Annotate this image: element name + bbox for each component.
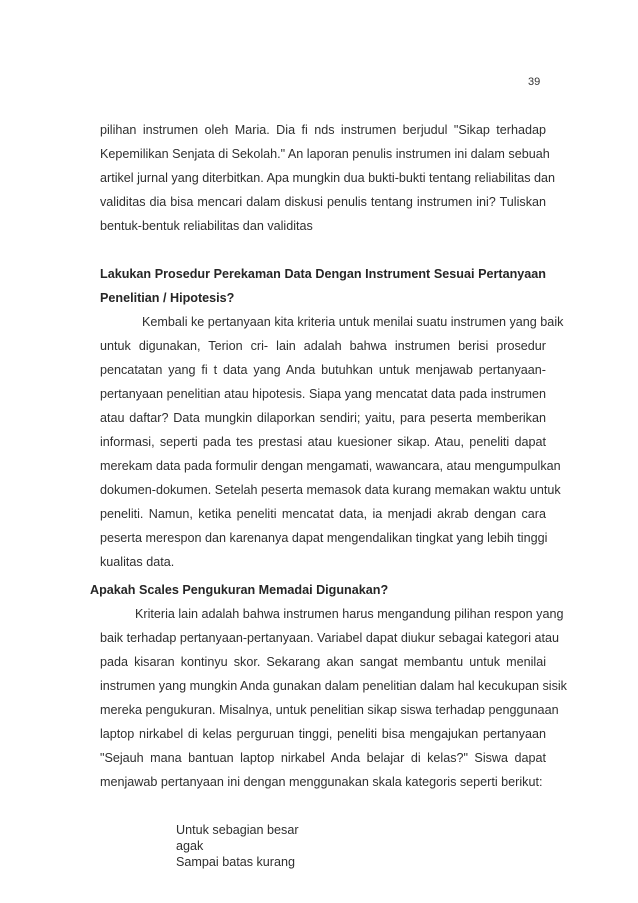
paragraph-line: merekam data pada formulir dengan mengamati, wawancara, atau mengumpulkan (100, 459, 561, 473)
scale-option: agak (176, 839, 204, 853)
paragraph-line: validitas dia bisa mencari dalam diskusi penulis tentang instrumen ini? Tuliskan (100, 195, 546, 209)
paragraph-line: Kepemilikan Senjata di Sekolah." An laporan penulis instrumen ini dalam sebuah (100, 147, 550, 161)
paragraph-line: pertanyaan penelitian atau hipotesis. Siapa yang mencatat data pada instrumen (100, 387, 546, 401)
paragraph-line: Kembali ke pertanyaan kita kriteria untuk menilai suatu instrumen yang baik (142, 315, 564, 329)
paragraph-line: artikel jurnal yang diterbitkan. Apa mungkin dua bukti-bukti tentang reliabilitas dan (100, 171, 556, 185)
paragraph-line: informasi, seperti pada tes prestasi atau kuesioner sikap. Atau, peneliti dapat (100, 435, 546, 449)
paragraph-line: kualitas data. (100, 555, 175, 569)
heading-line: Penelitian / Hipotesis? (100, 291, 235, 305)
heading-line: Lakukan Prosedur Perekaman Data Dengan Instrument Sesuai Pertanyaan (100, 267, 546, 281)
scale-option: Sampai batas kurang (176, 855, 296, 869)
paragraph-line: laptop nirkabel di kelas perguruan tinggi, peneliti bisa mengajukan pertanyaan (100, 727, 546, 741)
paragraph-line: peserta merespon dan karenanya dapat mengendalikan tingkat yang lebih tinggi (100, 531, 548, 545)
paragraph-line: pada kisaran kontinyu skor. Sekarang akan sangat membantu untuk menilai (100, 655, 546, 669)
paragraph-line: untuk digunakan, Terion cri- lain adalah bahwa instrumen berisi prosedur (100, 339, 546, 353)
paragraph-line: "Sejauh mana bantuan laptop nirkabel Anda belajar di kelas?" Siswa dapat (100, 751, 546, 765)
paragraph-line: pencatatan yang fi t data yang Anda butuhkan untuk menjawab pertanyaan- (100, 363, 546, 377)
scale-option: Untuk sebagian besar (176, 823, 299, 837)
paragraph-line: instrumen yang mungkin Anda gunakan dalam penelitian dalam hal kecukupan sisik (100, 679, 567, 693)
paragraph-line: atau daftar? Data mungkin dilaporkan sendiri; yaitu, para peserta memberikan (100, 411, 546, 425)
paragraph-line: dokumen-dokumen. Setelah peserta memasok data kurang memakan waktu untuk (100, 483, 561, 497)
section-heading-2: Apakah Scales Pengukuran Memadai Digunakan? (90, 583, 389, 597)
paragraph-line: pilihan instrumen oleh Maria. Dia fi nds instrumen berjudul "Sikap terhadap (100, 123, 546, 137)
paragraph-line: bentuk-bentuk reliabilitas dan validitas (100, 219, 313, 233)
paragraph-line: menjawab pertanyaan ini dengan menggunakan skala kategoris seperti berikut: (100, 775, 543, 789)
paragraph-line: Kriteria lain adalah bahwa instrumen harus mengandung pilihan respon yang (135, 607, 564, 621)
paragraph-line: baik terhadap pertanyaan-pertanyaan. Variabel dapat diukur sebagai kategori atau (100, 631, 560, 645)
paragraph-line: peneliti. Namun, ketika peneliti mencatat data, ia menjadi akrab dengan cara (100, 507, 546, 521)
page-number: 39 (528, 76, 541, 88)
paragraph-line: mereka pengukuran. Misalnya, untuk penelitian sikap siswa terhadap penggunaan (100, 703, 559, 717)
